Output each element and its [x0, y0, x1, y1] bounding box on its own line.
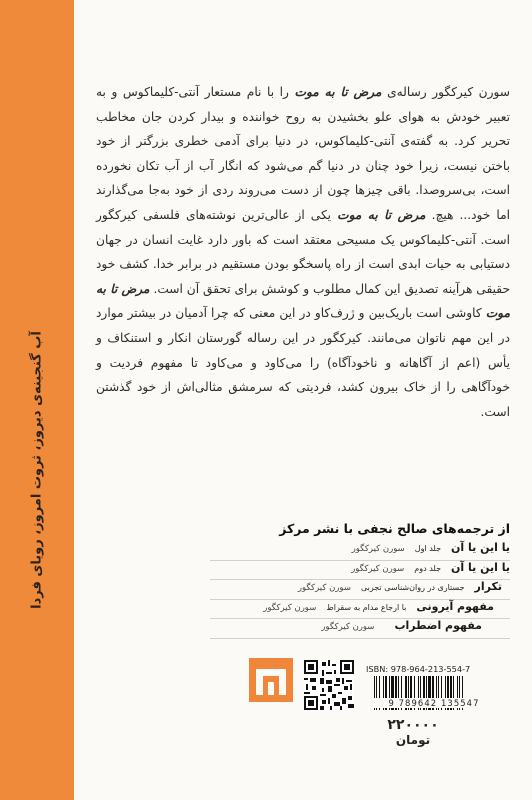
nashr-markaz-logo-icon: [248, 657, 294, 703]
description-paragraph: [96, 80, 510, 424]
list-item-title: مفهوم اضطراب: [394, 619, 482, 632]
price: [378, 717, 448, 748]
list-item-title: تکرار: [474, 580, 502, 593]
description-text: کاوشی است باریک‌بین و ژرف‌کاو در این معنی که چرا آدمیان در بیشتر موارد در این مهم ناتوان می‌مانند. کیرکگور در این رساله گورستان انکار و استنکاف و یأس (اعم از آگاهانه و ناخودآگاه) را می‌کاود و می‌کاود تا مفهوم فردیت و خودآگاهی را از خاک بیرون کشد، فردیتی که سرمشق مثالی‌اش از خود گذشتن است.: [96, 306, 510, 419]
list-item-subtitle: جلد اول: [414, 544, 442, 553]
orange-spine-band: [0, 0, 74, 800]
list-item: [210, 580, 510, 600]
list-item-subtitle: جلد دوم: [414, 563, 442, 573]
list-item-title: یا این یا آن: [451, 560, 510, 574]
description-text: یکی از عالی‌ترین نوشته‌های فلسفی کیرکگور است. آنتی-کلیماکوس یک مسیحی معتقد است که باور دارد غایت انسان در جهان دستیابی به حیات ابدی است از راه پاسخگو بودن مستقیم در برابر خدا. کشف خود حقیقی هرآینه تصدیق این کمال مطلوب و کوشش برای تحقق آن است.: [96, 207, 511, 296]
list-item-author: سورن کیرکگور: [351, 544, 405, 554]
list-item-title: یا این یا آن: [451, 541, 510, 554]
price-unit: تومان: [395, 733, 431, 747]
list-item-author: سورن کیرکگور: [351, 563, 405, 574]
isbn-label: ISBN: 978-964-213-554-7: [366, 664, 471, 674]
list-item-subtitle: با ارجاع مدام به سقراط: [326, 602, 407, 612]
description-text: را با نام مستعار آنتی-کلیماکوس و به تعبیر خودش به هوای علو بخشیدن به روح خواننده و بیدار کردن جان مخاطب تحریر کرد. به گفته‌ی آنتی-کلیماکوس، در دنیا برای آدمی خطری بزرگتر از خود باختن نیست، زیرا خود چنان در دنیا گم می‌شود که انگار آب از آب تکان نخورده است، بی‌سروصدا. باقی چیزها چون از دست می‌روند ردی از خود به‌جا می‌گذارند اما خود... هیچ.: [96, 85, 510, 222]
list-item: [210, 541, 510, 561]
list-item-author: سورن کیرکگور: [263, 602, 317, 613]
book-description: [96, 80, 510, 424]
list-item-author: سورن کیرکگور: [297, 583, 351, 593]
book-title-emphasis: مرض تا به موت: [294, 85, 382, 99]
list-item: [210, 600, 510, 620]
translations-heading: از ترجمه‌های صالح نجفی با نشر مرکز: [279, 521, 510, 536]
spine-slogan: آب گنجینه‌ی دیروز، ثروت امروز، رویای فردا: [29, 331, 45, 609]
list-item: [210, 561, 510, 581]
price-amount: ۲۲۰۰۰۰: [387, 717, 439, 733]
list-item: [210, 619, 510, 639]
list-item-subtitle: جستاری در روان‌شناسی تجربی: [360, 583, 465, 592]
barcode-number: 9 789642 135547: [372, 698, 496, 708]
description-text: سورن کیرکگور رساله‌ی: [381, 85, 511, 99]
list-item-author: سورن کیرکگور: [321, 622, 375, 632]
translations-list: [210, 541, 510, 639]
qr-code-icon: [304, 660, 354, 710]
list-item-title: مفهوم آیرونی: [416, 599, 494, 613]
book-title-emphasis: مرض تا به موت: [96, 281, 510, 321]
book-title-emphasis: مرض تا به موت: [337, 207, 426, 222]
